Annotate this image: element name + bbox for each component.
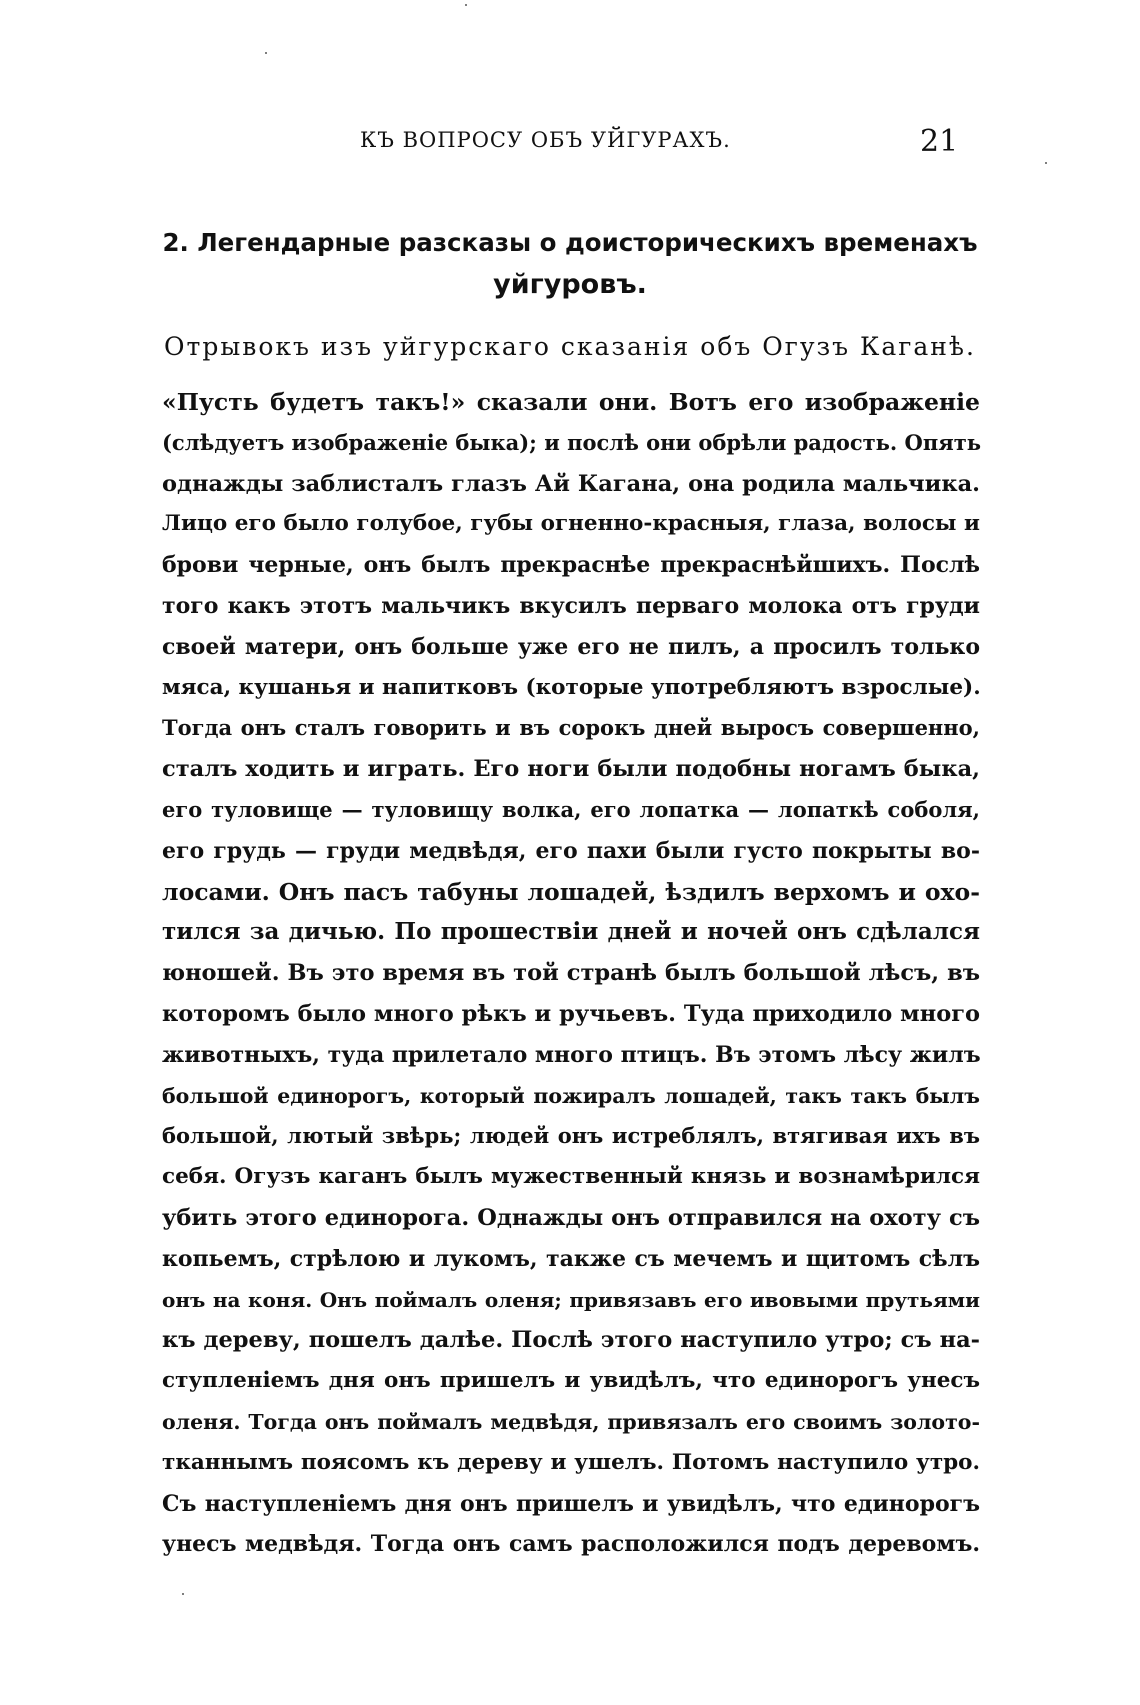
- scan-speck: [182, 1593, 184, 1595]
- body-line: юношей. Въ это время въ той странѣ былъ большой лѣсъ, въ: [162, 960, 980, 987]
- body-line: себя. Огузъ каганъ былъ мужественный князь и вознамѣрился: [162, 1164, 980, 1190]
- body-line: тканнымъ поясомъ къ дереву и ушелъ. Потомъ наступило утро.: [162, 1449, 980, 1475]
- body-line: брови черные, онъ былъ прекраснѣе прекраснѣйшихъ. Послѣ: [162, 552, 980, 579]
- section-title-line-2: уйгуровъ.: [493, 269, 647, 300]
- body-line: Съ наступленіемъ дня онъ пришелъ и увидѣлъ, что единорогъ: [162, 1490, 980, 1517]
- body-line: ступленіемъ дня онъ пришелъ и увидѣлъ, что единорогъ унесъ: [162, 1368, 980, 1394]
- body-line: его туловище — туловищу волка, его лопатка — лопаткѣ соболя,: [162, 796, 980, 822]
- scan-speck: [1045, 162, 1047, 164]
- body-text: [162, 382, 980, 1565]
- body-line: унесъ медвѣдя. Тогда онъ самъ расположился подъ деревомъ.: [162, 1531, 980, 1558]
- body-line: большой, лютый звѣрь; людей онъ истреблялъ, втягивая ихъ въ: [162, 1123, 980, 1149]
- body-line: Тогда онъ сталъ говорить и въ сорокъ дней выросъ совершенно,: [162, 715, 980, 741]
- body-line: сталъ ходить и играть. Его ноги были подобны ногамъ быка,: [162, 756, 980, 783]
- body-line: однажды заблисталъ глазъ Ай Кагана, она родила мальчика.: [162, 470, 980, 497]
- body-line: къ дереву, пошелъ далѣе. Послѣ этого наступило утро; съ на-: [162, 1327, 980, 1354]
- body-line: онъ на коня. Онъ поймалъ оленя; привязавъ его ивовыми прутьями: [162, 1287, 980, 1312]
- body-line: мяса, кушанья и напитковъ (которые употребляютъ взрослые).: [162, 674, 981, 700]
- body-line: его грудь — груди медвѣдя, его пахи были густо покрыты во-: [162, 837, 980, 864]
- subtitle: Отрывокъ изъ уйгурскаго сказанія объ Огузъ Каганѣ.: [164, 332, 976, 361]
- body-line: большой единорогъ, который пожиралъ лошадей, такъ такъ былъ: [162, 1083, 980, 1108]
- body-line: животныхъ, туда прилетало много птицъ. Въ этомъ лѣсу жилъ: [162, 1041, 981, 1068]
- page-number: 21: [920, 124, 959, 159]
- body-line: копьемъ, стрѣлою и лукомъ, также съ мечемъ и щитомъ сѣлъ: [162, 1245, 980, 1272]
- running-title: КЪ ВОПРОСУ ОБЪ УЙГУРАХЪ.: [360, 128, 731, 152]
- body-line: оленя. Тогда онъ поймалъ медвѣдя, привязалъ его своимъ золото-: [162, 1409, 980, 1434]
- body-line: своей матери, онъ больше уже его не пилъ, а просилъ только: [162, 633, 980, 660]
- body-line: которомъ было много рѣкъ и ручьевъ. Туда приходило много: [162, 1000, 980, 1027]
- running-head: [0, 124, 1140, 164]
- body-line: (слѣдуетъ изображеніе быка); и послѣ они обрѣли радость. Опять: [162, 429, 981, 455]
- body-line: Лицо его было голубое, губы огненно-красныя, глаза, волосы и: [162, 511, 980, 537]
- body-line: убить этого единорога. Однажды онъ отправился на охоту съ: [162, 1204, 980, 1231]
- body-line: «Пусть будетъ такъ!» сказали они. Вотъ его изображеніе: [162, 388, 980, 416]
- body-line: того какъ этотъ мальчикъ вкусилъ перваго молока отъ груди: [162, 592, 980, 619]
- body-line: тился за дичью. По прошествіи дней и ночей онъ сдѣлался: [162, 918, 980, 946]
- scan-speck: [465, 4, 467, 6]
- scan-speck: [265, 52, 267, 54]
- section-title: [160, 222, 980, 306]
- body-line: лосами. Онъ пасъ табуны лошадей, ѣздилъ верхомъ и охо-: [162, 877, 980, 906]
- section-title-line-1: 2. Легендарные разсказы о доисторическихъ временахъ: [162, 228, 978, 257]
